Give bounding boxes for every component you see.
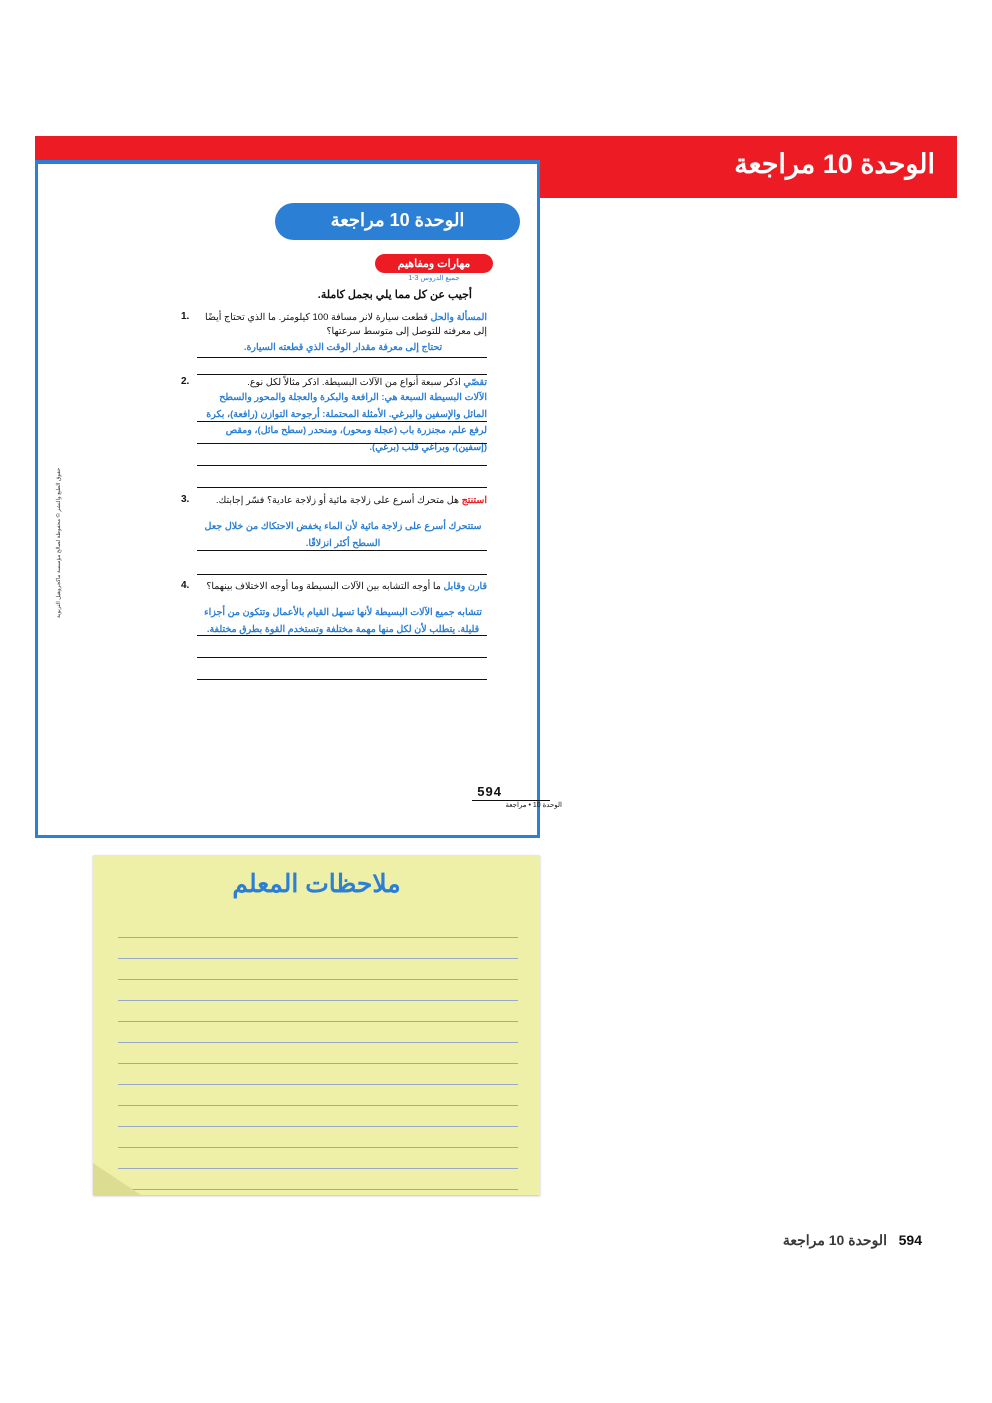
skills-pill — [375, 254, 493, 273]
note-line[interactable] — [118, 917, 518, 938]
sheet-top-rule — [38, 160, 537, 164]
question-4-body: ما أوجه التشابه بين الآلات البسيطة وما أوجه الاختلاف بينهما؟ — [206, 581, 441, 592]
note-line[interactable] — [118, 1127, 518, 1148]
answer-3-text: ستتحرك أسرع على زلاجة مائية لأن الماء يخفض الاحتكاك من خلال جعل السطح أكثر انزلاقًا. — [204, 521, 482, 550]
worksheet-tab — [275, 203, 520, 240]
question-2-text — [197, 376, 487, 390]
question-2-lead: تقصّي — [463, 377, 487, 388]
question-3-number: 3. — [181, 494, 190, 505]
note-line[interactable] — [118, 1169, 518, 1190]
worksheet-footer-label: الوحدة 10 • مراجعة — [505, 802, 562, 809]
question-4-lead: قارن وقابل — [443, 581, 487, 592]
question-1-body: قطعت سيارة لانر مسافة 100 كيلومتر. ما الذي تحتاج أيضًا إلى معرفته للتوصل إلى متوسط سرعتها؟ — [205, 312, 487, 338]
note-line[interactable] — [118, 1022, 518, 1043]
answer-4-text: تتشابه جميع الآلات البسيطة لأنها تسهل القيام بالأعمال وتتكون من أجزاء قليلة. يتطلب لأن لكل منها مهمة مختلفة وتستخدم القوة بطرق مختلفة. — [204, 607, 482, 636]
answer-4-line-2 — [197, 640, 487, 658]
answer-2-line-2 — [197, 426, 487, 444]
question-3-text — [197, 494, 487, 508]
worksheet-page-number: 594 — [477, 784, 502, 799]
answer-4-line-3 — [197, 662, 487, 680]
note-line[interactable] — [118, 1106, 518, 1127]
answer-2-line-3 — [197, 448, 487, 466]
note-line[interactable] — [118, 938, 518, 959]
note-line[interactable] — [118, 1148, 518, 1169]
note-line[interactable] — [118, 1043, 518, 1064]
answer-2-text: الآلات البسيطة السبعة هي: الرافعة والبكرة والعجلة والمحور والسطح المائل والإسفين والبرغي. الأمثلة المحتملة: أرجوحة التوازن (رافعة)، بكرة لرفع علم، مجنزرة باب (عجلة ومحور)، ومنحدر (سطح مائل)، ومقص (إسفين)، وبراغي قلب (برغي). — [206, 392, 487, 453]
answer-2-line-4 — [197, 470, 487, 488]
answer-3-line-2 — [197, 557, 487, 575]
question-2-number: 2. — [181, 376, 190, 387]
page-footer-label: الوحدة 10 مراجعة — [782, 1232, 887, 1248]
instruction-text: أجيب عن كل مما يلي بجمل كاملة. — [317, 289, 472, 301]
question-1-text — [197, 311, 487, 340]
answer-3-line-1 — [197, 533, 487, 551]
question-4-number: 4. — [181, 580, 190, 591]
note-line[interactable] — [118, 1064, 518, 1085]
answer-1-line — [197, 340, 487, 358]
question-3-lead: استنتج — [461, 495, 487, 506]
teacher-notes-title: ملاحظات المعلم — [232, 870, 401, 898]
note-line[interactable] — [118, 959, 518, 980]
question-4-text — [197, 580, 487, 594]
question-2-body: اذكر سبعة أنواع من الآلات البسيطة. اذكر مثالاً لكل نوع. — [247, 377, 461, 388]
answer-1-text: تحتاج إلى معرفة مقدار الوقت الذي قطعته السيارة. — [243, 342, 443, 353]
answer-2-line-1 — [197, 404, 487, 422]
teacher-notes-card — [93, 855, 540, 1195]
question-1-lead: المسألة والحل — [430, 312, 487, 323]
note-line[interactable] — [118, 980, 518, 1001]
question-2 — [181, 376, 487, 390]
answer-1-line-2 — [197, 357, 487, 375]
question-4 — [181, 580, 487, 594]
question-1-number: 1. — [181, 311, 190, 322]
teacher-notes-lines — [118, 917, 518, 1190]
copyright-sidebar-text: حقوق الطبع والنشر © محفوظة لصالح مؤسسة ماكجروهيل التربوية — [56, 467, 62, 618]
worksheet-tab-label: الوحدة 10 مراجعة — [330, 210, 465, 230]
skills-sublabel: جميع الدروس 3-1 — [408, 275, 460, 282]
answer-4-line-1 — [197, 618, 487, 636]
note-line[interactable] — [118, 1085, 518, 1106]
question-3 — [181, 494, 487, 508]
page-footer — [783, 1232, 922, 1249]
banner-title: الوحدة 10 مراجعة — [734, 149, 935, 179]
note-line[interactable] — [118, 1001, 518, 1022]
skills-pill-label: مهارات ومفاهيم — [397, 258, 471, 270]
question-1 — [181, 311, 487, 340]
page-footer-number: 594 — [898, 1232, 922, 1248]
question-3-body: هل متحرك أسرع على زلاجة مائية أو زلاجة عادية؟ فسّر إجابتك. — [215, 495, 460, 506]
